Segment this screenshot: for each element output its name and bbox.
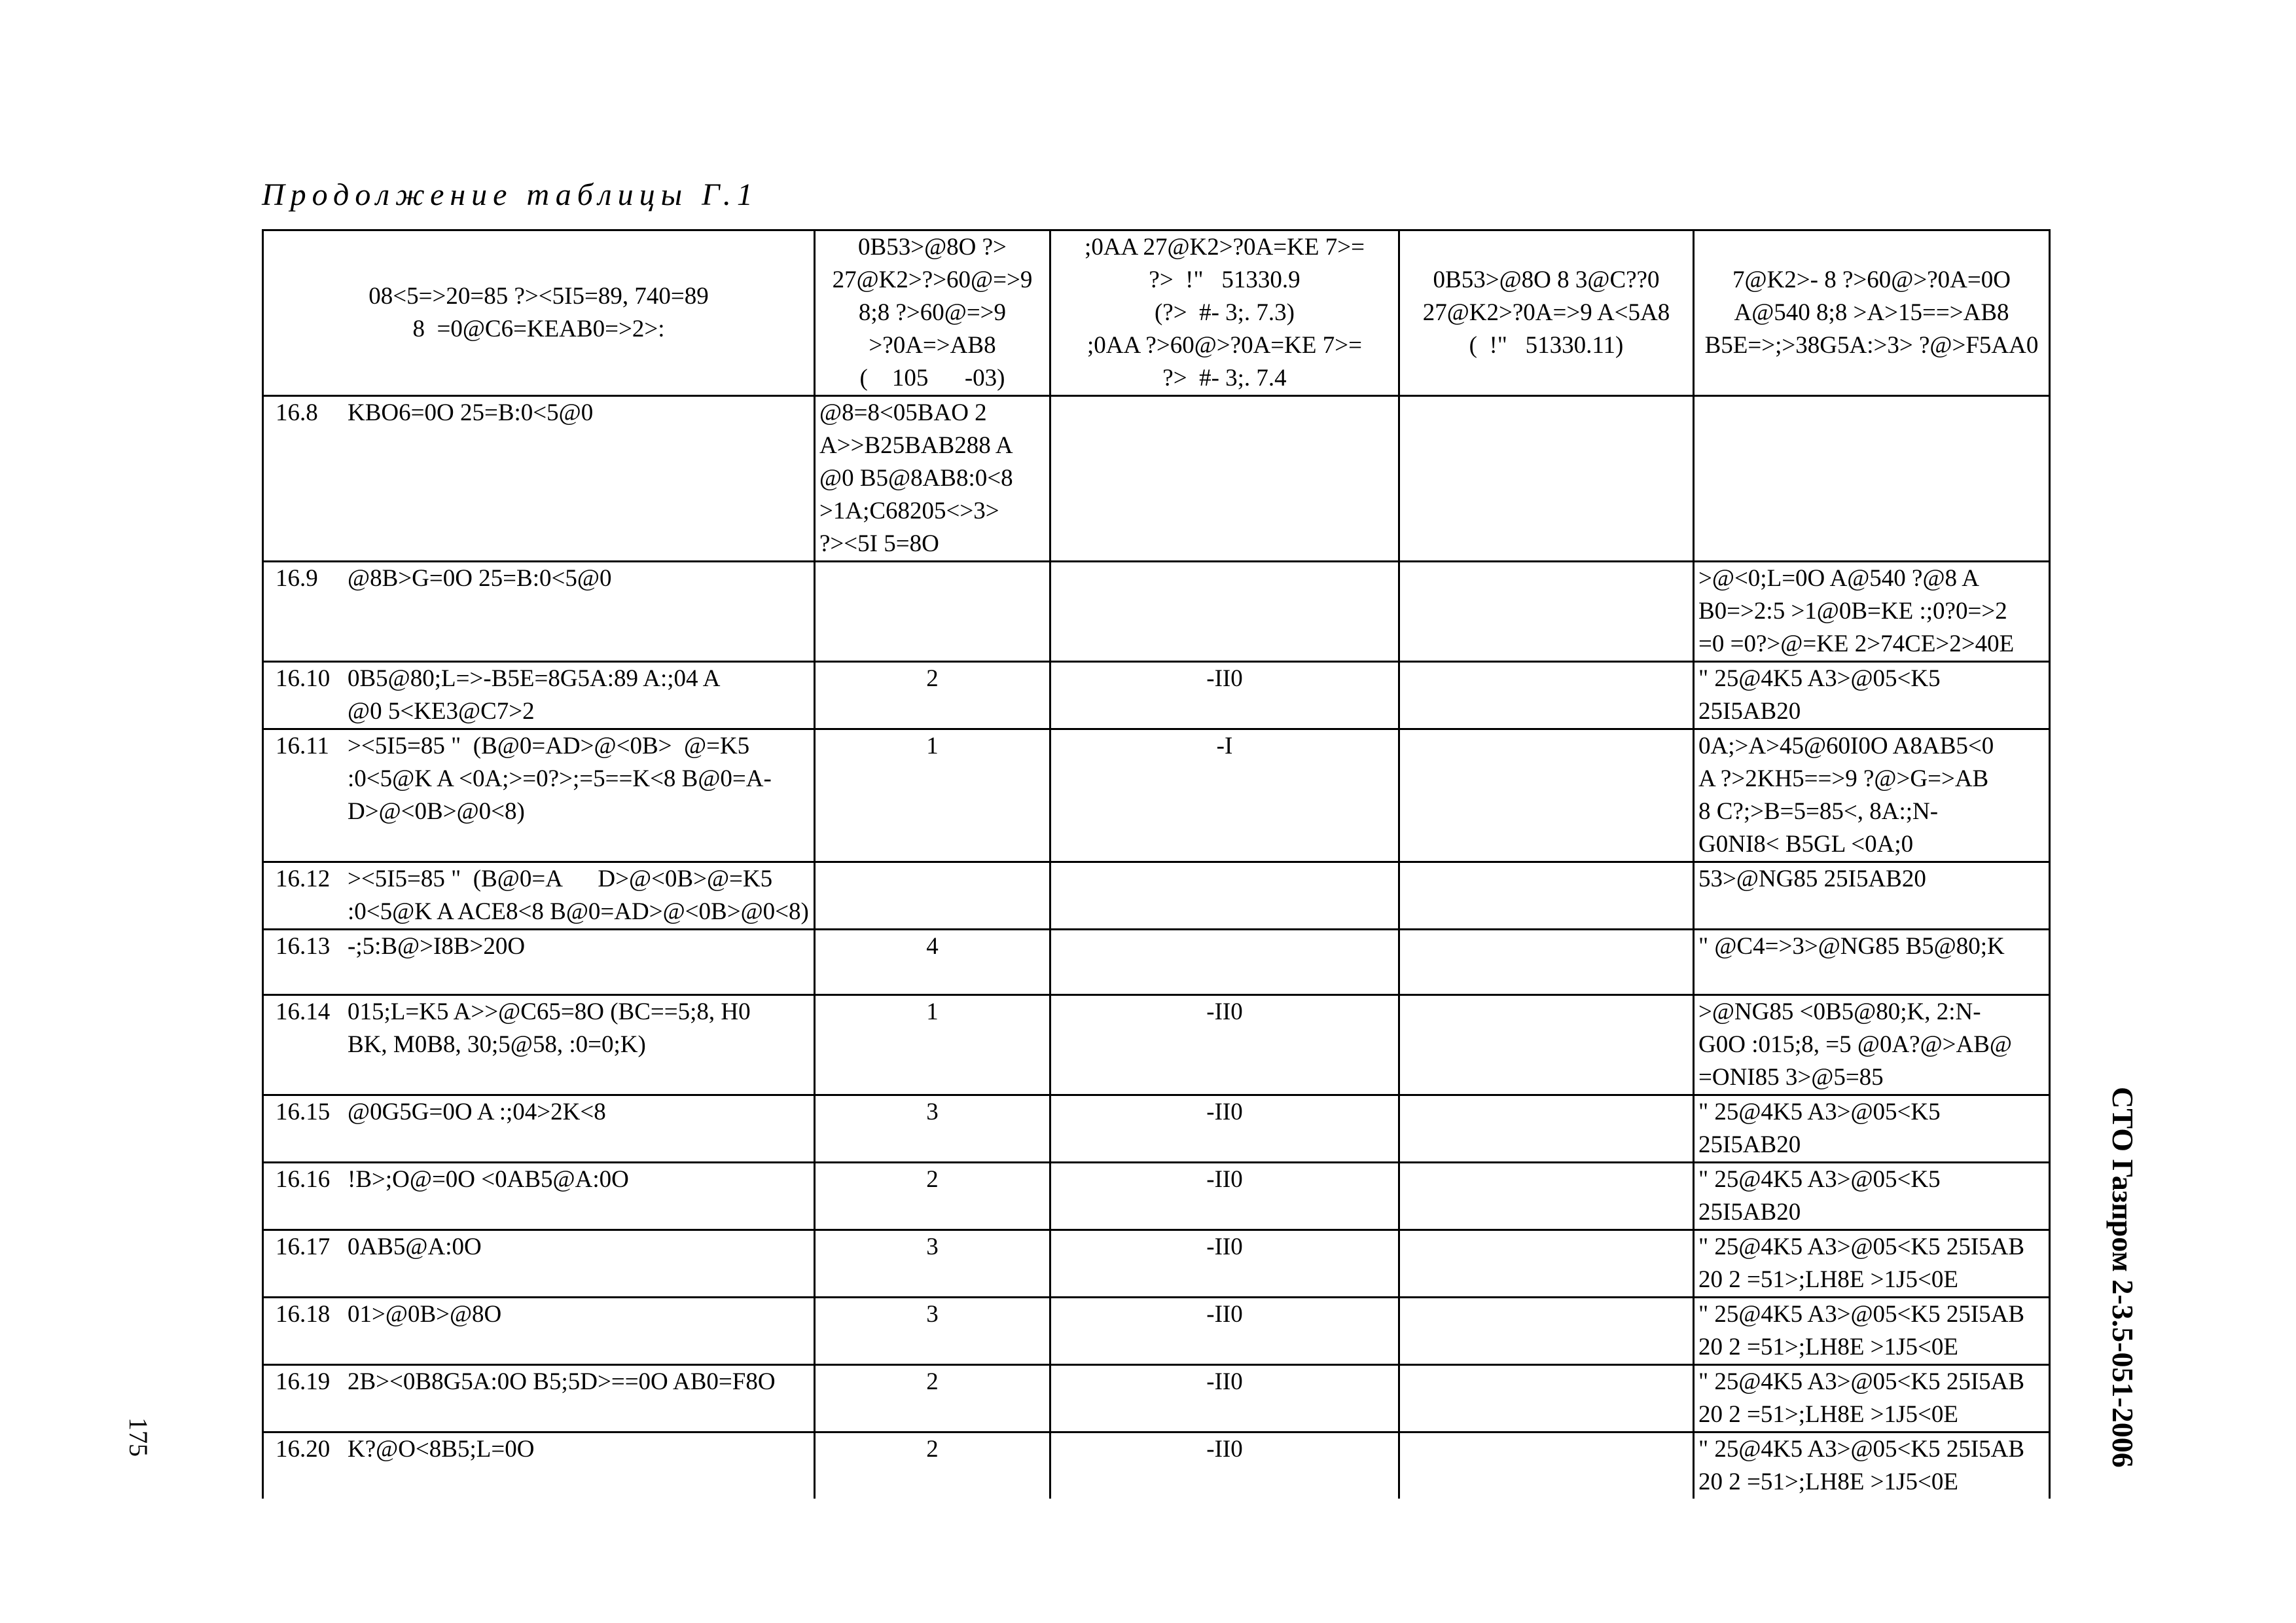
mixture-group-cell [1399, 1095, 1694, 1163]
environment-cell: " 25@4K5 A3>@05<K5 25I5AB20 [1694, 1095, 2050, 1163]
table-row [263, 1365, 2050, 1432]
row-number: 16.18 [276, 1301, 331, 1328]
mixture-group-cell [1399, 729, 1694, 862]
zone-class-cell: -II0 [1050, 662, 1399, 729]
mixture-group-cell [1399, 1365, 1694, 1432]
document-code: СТО Газпром 2-3.5-051-2006 [2106, 1087, 2140, 1468]
mixture-group-cell [1399, 1432, 1694, 1499]
header-zone-class: ;0AA 27@K2>?0A=KE 7>= ?> !" 51330.9 (?> #- 3;. 7.3) ;0AA ?>60@>?0A=KE 7>= ?> #- 3;. 7.4 [1050, 230, 1399, 396]
room-name-cell [263, 1095, 815, 1163]
room-name-cell [263, 1163, 815, 1230]
row-number: 16.10 [276, 665, 331, 692]
environment-cell: " 25@4K5 A3>@05<K5 25I5AB20 [1694, 1163, 2050, 1230]
environment-cell: 53>@NG85 25I5AB20 [1694, 862, 2050, 930]
mixture-group-cell [1399, 862, 1694, 930]
table-row [263, 1230, 2050, 1298]
room-name-cell [263, 1298, 815, 1365]
row-number: 16.19 [276, 1368, 331, 1395]
category-cell [815, 562, 1050, 662]
zone-class-cell: -I [1050, 729, 1399, 862]
room-name-cell [263, 1230, 815, 1298]
table-row [263, 729, 2050, 862]
environment-cell: " 25@4K5 A3>@05<K5 25I5AB20 [1694, 662, 2050, 729]
zone-class-cell [1050, 396, 1399, 562]
room-name: KBO6=0O 25=B:0<5@0 [348, 399, 594, 426]
premises-table [262, 229, 2051, 1499]
environment-cell: " 25@4K5 A3>@05<K5 25I5AB 20 2 =51>;LH8E >1J5<0E [1694, 1432, 2050, 1499]
row-number: 16.17 [276, 1233, 331, 1260]
zone-class-cell: -II0 [1050, 1163, 1399, 1230]
room-name-cell [263, 396, 815, 562]
room-name: @0G5G=0O A :;04>2K<8 [348, 1099, 606, 1125]
row-number: 16.8 [276, 399, 318, 426]
zone-class-cell: -II0 [1050, 1298, 1399, 1365]
category-cell: 4 [815, 930, 1050, 995]
zone-class-cell: -II0 [1050, 1365, 1399, 1432]
category-cell: 2 [815, 1163, 1050, 1230]
zone-class-cell [1050, 562, 1399, 662]
room-name: 2B><0B8G5A:0O B5;5D>==0O AB0=F8O [348, 1368, 776, 1395]
zone-class-cell: -II0 [1050, 1095, 1399, 1163]
room-name: ><5I5=85 " (B@0=A D>@<0B>@=K5 :0<5@K A ACE8<8 B@0=AD>@<0B>@0<8) [348, 866, 809, 925]
table-row [263, 562, 2050, 662]
mixture-group-cell [1399, 1230, 1694, 1298]
row-number: 16.16 [276, 1166, 331, 1193]
zone-class-cell: -II0 [1050, 1432, 1399, 1499]
environment-cell: " @C4=>3>@NG85 B5@80;K [1694, 930, 2050, 995]
table-row [263, 1163, 2050, 1230]
category-cell [815, 862, 1050, 930]
category-cell: 2 [815, 662, 1050, 729]
table-row [263, 396, 2050, 562]
row-number: 16.11 [276, 733, 329, 759]
environment-cell: " 25@4K5 A3>@05<K5 25I5AB 20 2 =51>;LH8E >1J5<0E [1694, 1230, 2050, 1298]
row-number: 16.9 [276, 565, 318, 592]
room-name-cell [263, 930, 815, 995]
row-number: 16.20 [276, 1436, 331, 1463]
room-name-cell [263, 862, 815, 930]
row-number: 16.14 [276, 998, 331, 1025]
category-cell: 3 [815, 1095, 1050, 1163]
table-row [263, 930, 2050, 995]
mixture-group-cell [1399, 995, 1694, 1095]
zone-class-cell [1050, 862, 1399, 930]
row-number: 16.13 [276, 933, 331, 960]
category-cell: 3 [815, 1298, 1050, 1365]
room-name-cell [263, 995, 815, 1095]
room-name: -;5:B@>I8B>20O [348, 933, 526, 960]
header-room-name: 08<5=>20=85 ?><5I5=89, 740=89 8 =0@C6=KEAB0=>2>: [263, 230, 815, 396]
zone-class-cell [1050, 930, 1399, 995]
room-name: K?@O<8B5;L=0O [348, 1436, 535, 1463]
room-name: !B>;O@=0O <0AB5@A:0O [348, 1166, 629, 1193]
mixture-group-cell [1399, 930, 1694, 995]
header-category: 0B53>@8O ?> 27@K2>?>60@=>9 8;8 ?>60@=>9 >?0A=>AB8 ( 105 -03) [815, 230, 1050, 396]
environment-cell: " 25@4K5 A3>@05<K5 25I5AB 20 2 =51>;LH8E >1J5<0E [1694, 1298, 2050, 1365]
mixture-group-cell [1399, 1163, 1694, 1230]
category-cell: 3 [815, 1230, 1050, 1298]
page-number: 175 [124, 1417, 153, 1457]
table-row [263, 995, 2050, 1095]
zone-class-cell: -II0 [1050, 1230, 1399, 1298]
table-row [263, 862, 2050, 930]
environment-cell [1694, 396, 2050, 562]
environment-cell: " 25@4K5 A3>@05<K5 25I5AB 20 2 =51>;LH8E >1J5<0E [1694, 1365, 2050, 1432]
room-name: 01>@0B>@8O [348, 1301, 502, 1328]
room-name: 0AB5@A:0O [348, 1233, 482, 1260]
environment-cell: >@NG85 <0B5@80;K, 2:N- G0O :015;8, =5 @0A?@>AB@ =ONI85 3>@5=85 [1694, 995, 2050, 1095]
room-name-cell [263, 562, 815, 662]
table-row [263, 662, 2050, 729]
table-row [263, 1095, 2050, 1163]
mixture-group-cell [1399, 662, 1694, 729]
room-name-cell [263, 729, 815, 862]
environment-cell: >@<0;L=0O A@540 ?@8 A B0=>2:5 >1@0B=KE :;0?0=>2 =0 =0?>@=KE 2>74CE>2>40E [1694, 562, 2050, 662]
table-header-row [263, 230, 2050, 396]
room-name-cell [263, 1432, 815, 1499]
category-cell: 2 [815, 1365, 1050, 1432]
environment-cell: 0A;>A>45@60I0O A8AB5<0 A ?>2KH5==>9 ?@>G=>AB 8 C?;>B=5=85<, 8A:;N- G0NI8< B5GL <0A;0 [1694, 729, 2050, 862]
header-environment: 7@K2>- 8 ?>60@>?0A=0O A@540 8;8 >A>15==>AB8 B5E=>;>38G5A:>3> ?@>F5AA0 [1694, 230, 2050, 396]
category-cell: 1 [815, 729, 1050, 862]
room-name: @8B>G=0O 25=B:0<5@0 [348, 565, 612, 592]
mixture-group-cell [1399, 1298, 1694, 1365]
category-cell: 1 [815, 995, 1050, 1095]
category-cell: @8=8<05BAO 2 A>>B25BAB288 A @0 B5@8AB8:0<8 >1A;C68205<>3> ?><5I 5=8O [815, 396, 1050, 562]
table-caption: Продолжение таблицы Г.1 [262, 177, 759, 212]
room-name-cell [263, 1365, 815, 1432]
category-cell: 2 [815, 1432, 1050, 1499]
room-name-cell [263, 662, 815, 729]
row-number: 16.15 [276, 1099, 331, 1125]
mixture-group-cell [1399, 562, 1694, 662]
room-name: 015;L=K5 A>>@C65=8O (BC==5;8, H0 BK, M0B8, 30;5@58, :0=0;K) [348, 998, 751, 1058]
table-row [263, 1298, 2050, 1365]
header-mixture-group: 0B53>@8O 8 3@C??0 27@K2>?0A=>9 A<5A8 ( !" 51330.11) [1399, 230, 1694, 396]
room-name: 0B5@80;L=>-B5E=8G5A:89 A:;04 A @0 5<KE3@C7>2 [348, 665, 721, 725]
table-row [263, 1432, 2050, 1499]
zone-class-cell: -II0 [1050, 995, 1399, 1095]
row-number: 16.12 [276, 866, 331, 892]
room-name: ><5I5=85 " (B@0=AD>@<0B> @=K5 :0<5@K A <0A;>=0?>;=5==K<8 B@0=A- D>@<0B>@0<8) [348, 733, 772, 825]
mixture-group-cell [1399, 396, 1694, 562]
